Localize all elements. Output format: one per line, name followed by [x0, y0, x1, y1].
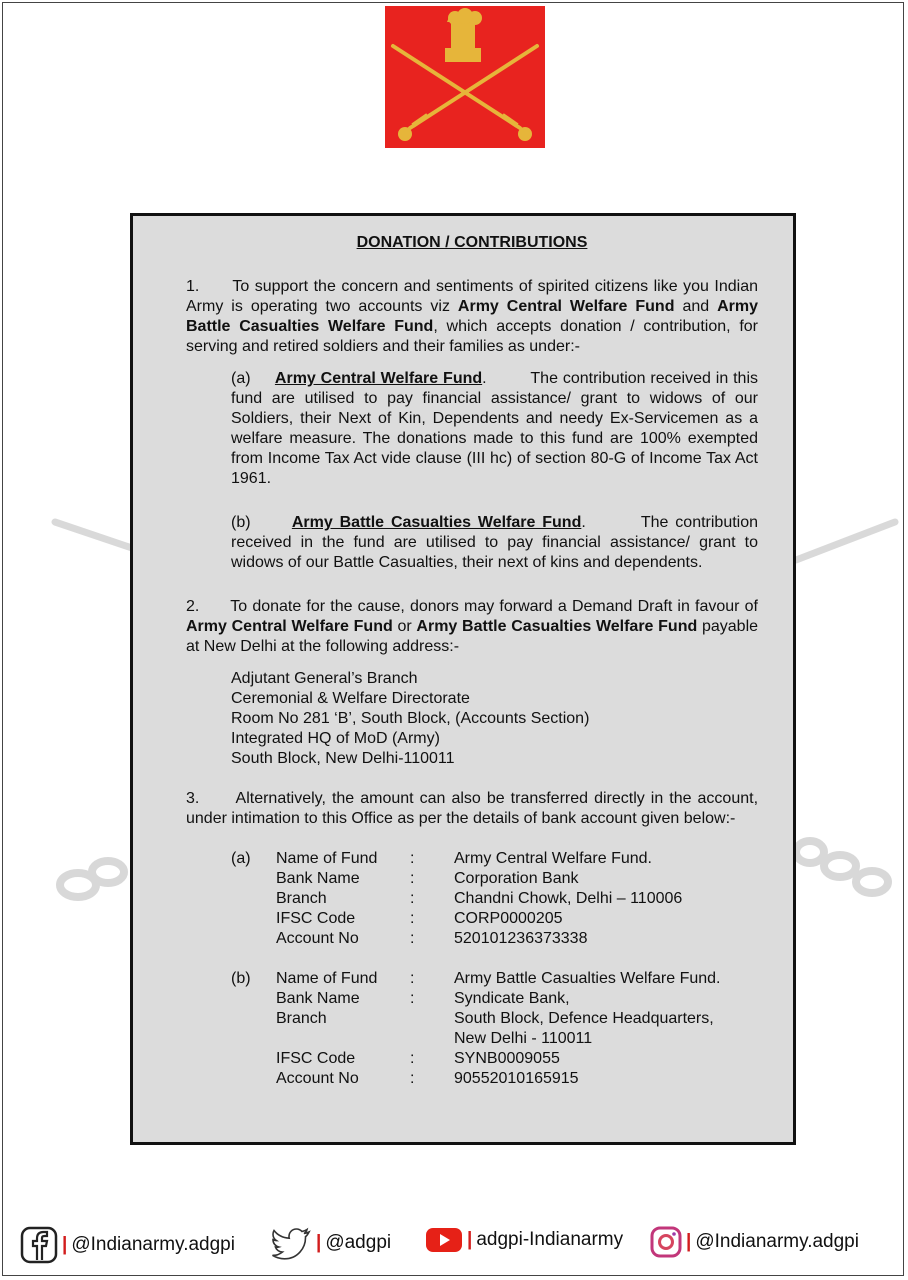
paragraph-1: 1. To support the concern and sentiments of spirited citizens like you Indian Army is operating two accounts viz Army Central Welfare Fund and Army Battle Casualties Welfare Fund, which accepts donation / contribution, for serving and retired soldiers and their families as under:-	[186, 278, 759, 355]
instagram-icon	[650, 1226, 682, 1258]
twitter-icon	[272, 1226, 312, 1260]
social-footer	[20, 1220, 890, 1266]
indian-army-emblem	[385, 6, 545, 148]
notice-title: DONATION / CONTRIBUTIONS	[356, 234, 588, 251]
bank-details-b: (b) Name of Fund : Army Battle Casualties Welfare Fund. Bank Name : Syndicate Bank, Branch South Block, Defence Headquarters, New Delhi - 110011 IFSC Code : SYNB0009055 Account No : 90552010165915	[231, 970, 721, 1087]
facebook-handle: @Indianarmy.adgpi	[71, 1234, 235, 1255]
fund-heading-battle: Army Battle Casualties Welfare Fund	[291, 514, 582, 531]
address-line: South Block, New Delhi-110011	[231, 750, 455, 767]
address-line: Ceremonial & Welfare Directorate	[231, 690, 470, 707]
youtube-link[interactable]: | adgpi-Indianarmy	[425, 1226, 623, 1254]
donation-notice	[130, 213, 796, 1145]
postal-address	[186, 669, 758, 769]
subparagraph-b: (b) Army Battle Casualties Welfare Fund. The contribution received in the fund are utilised to pay financial assistance/ grant to widows of our Battle Casualties, their next of kins and dependents.	[231, 514, 759, 571]
paragraph-2: 2. To donate for the cause, donors may forward a Demand Draft in favour of Army Central Welfare Fund or Army Battle Casualties Welfare Fund payable at New Delhi at the following address:-	[186, 598, 759, 655]
youtube-icon	[425, 1226, 463, 1254]
instagram-handle: @Indianarmy.adgpi	[695, 1231, 859, 1252]
address-line: Adjutant General’s Branch	[231, 670, 418, 687]
bank-details-a: (a) Name of Fund : Army Central Welfare Fund. Bank Name : Corporation Bank Branch : Chandni Chowk, Delhi – 110006 IFSC Code : CORP0000205 Account No : 520101236373338	[231, 850, 683, 947]
paragraph-3: 3. Alternatively, the amount can also be transferred directly in the account, under intimation to this Office as per the details of bank account given below:-	[186, 790, 759, 827]
address-line: Room No 281 ‘B’, South Block, (Accounts Section)	[231, 710, 590, 727]
instagram-link[interactable]: | @Indianarmy.adgpi	[650, 1226, 859, 1258]
address-line: Integrated HQ of MoD (Army)	[231, 730, 440, 747]
twitter-handle: @adgpi	[325, 1232, 392, 1253]
fund-heading-central: Army Central Welfare Fund	[274, 370, 483, 387]
facebook-link[interactable]: | @Indianarmy.adgpi	[20, 1226, 235, 1264]
facebook-icon	[20, 1226, 58, 1264]
subparagraph-a: (a) Army Central Welfare Fund. The contribution received in this fund are utilised to pay financial assistance/ grant to widows of our Soldiers, their Next of Kin, Dependents and needy Ex-Servicemen as a welfare measure. The donations made to this fund are 100% exempted from Income Tax Act vide clause (III hc) of section 80-G of Income Tax Act 1961.	[231, 370, 758, 487]
twitter-link[interactable]: | @adgpi	[272, 1226, 391, 1260]
youtube-handle: adgpi-Indianarmy	[476, 1229, 624, 1250]
